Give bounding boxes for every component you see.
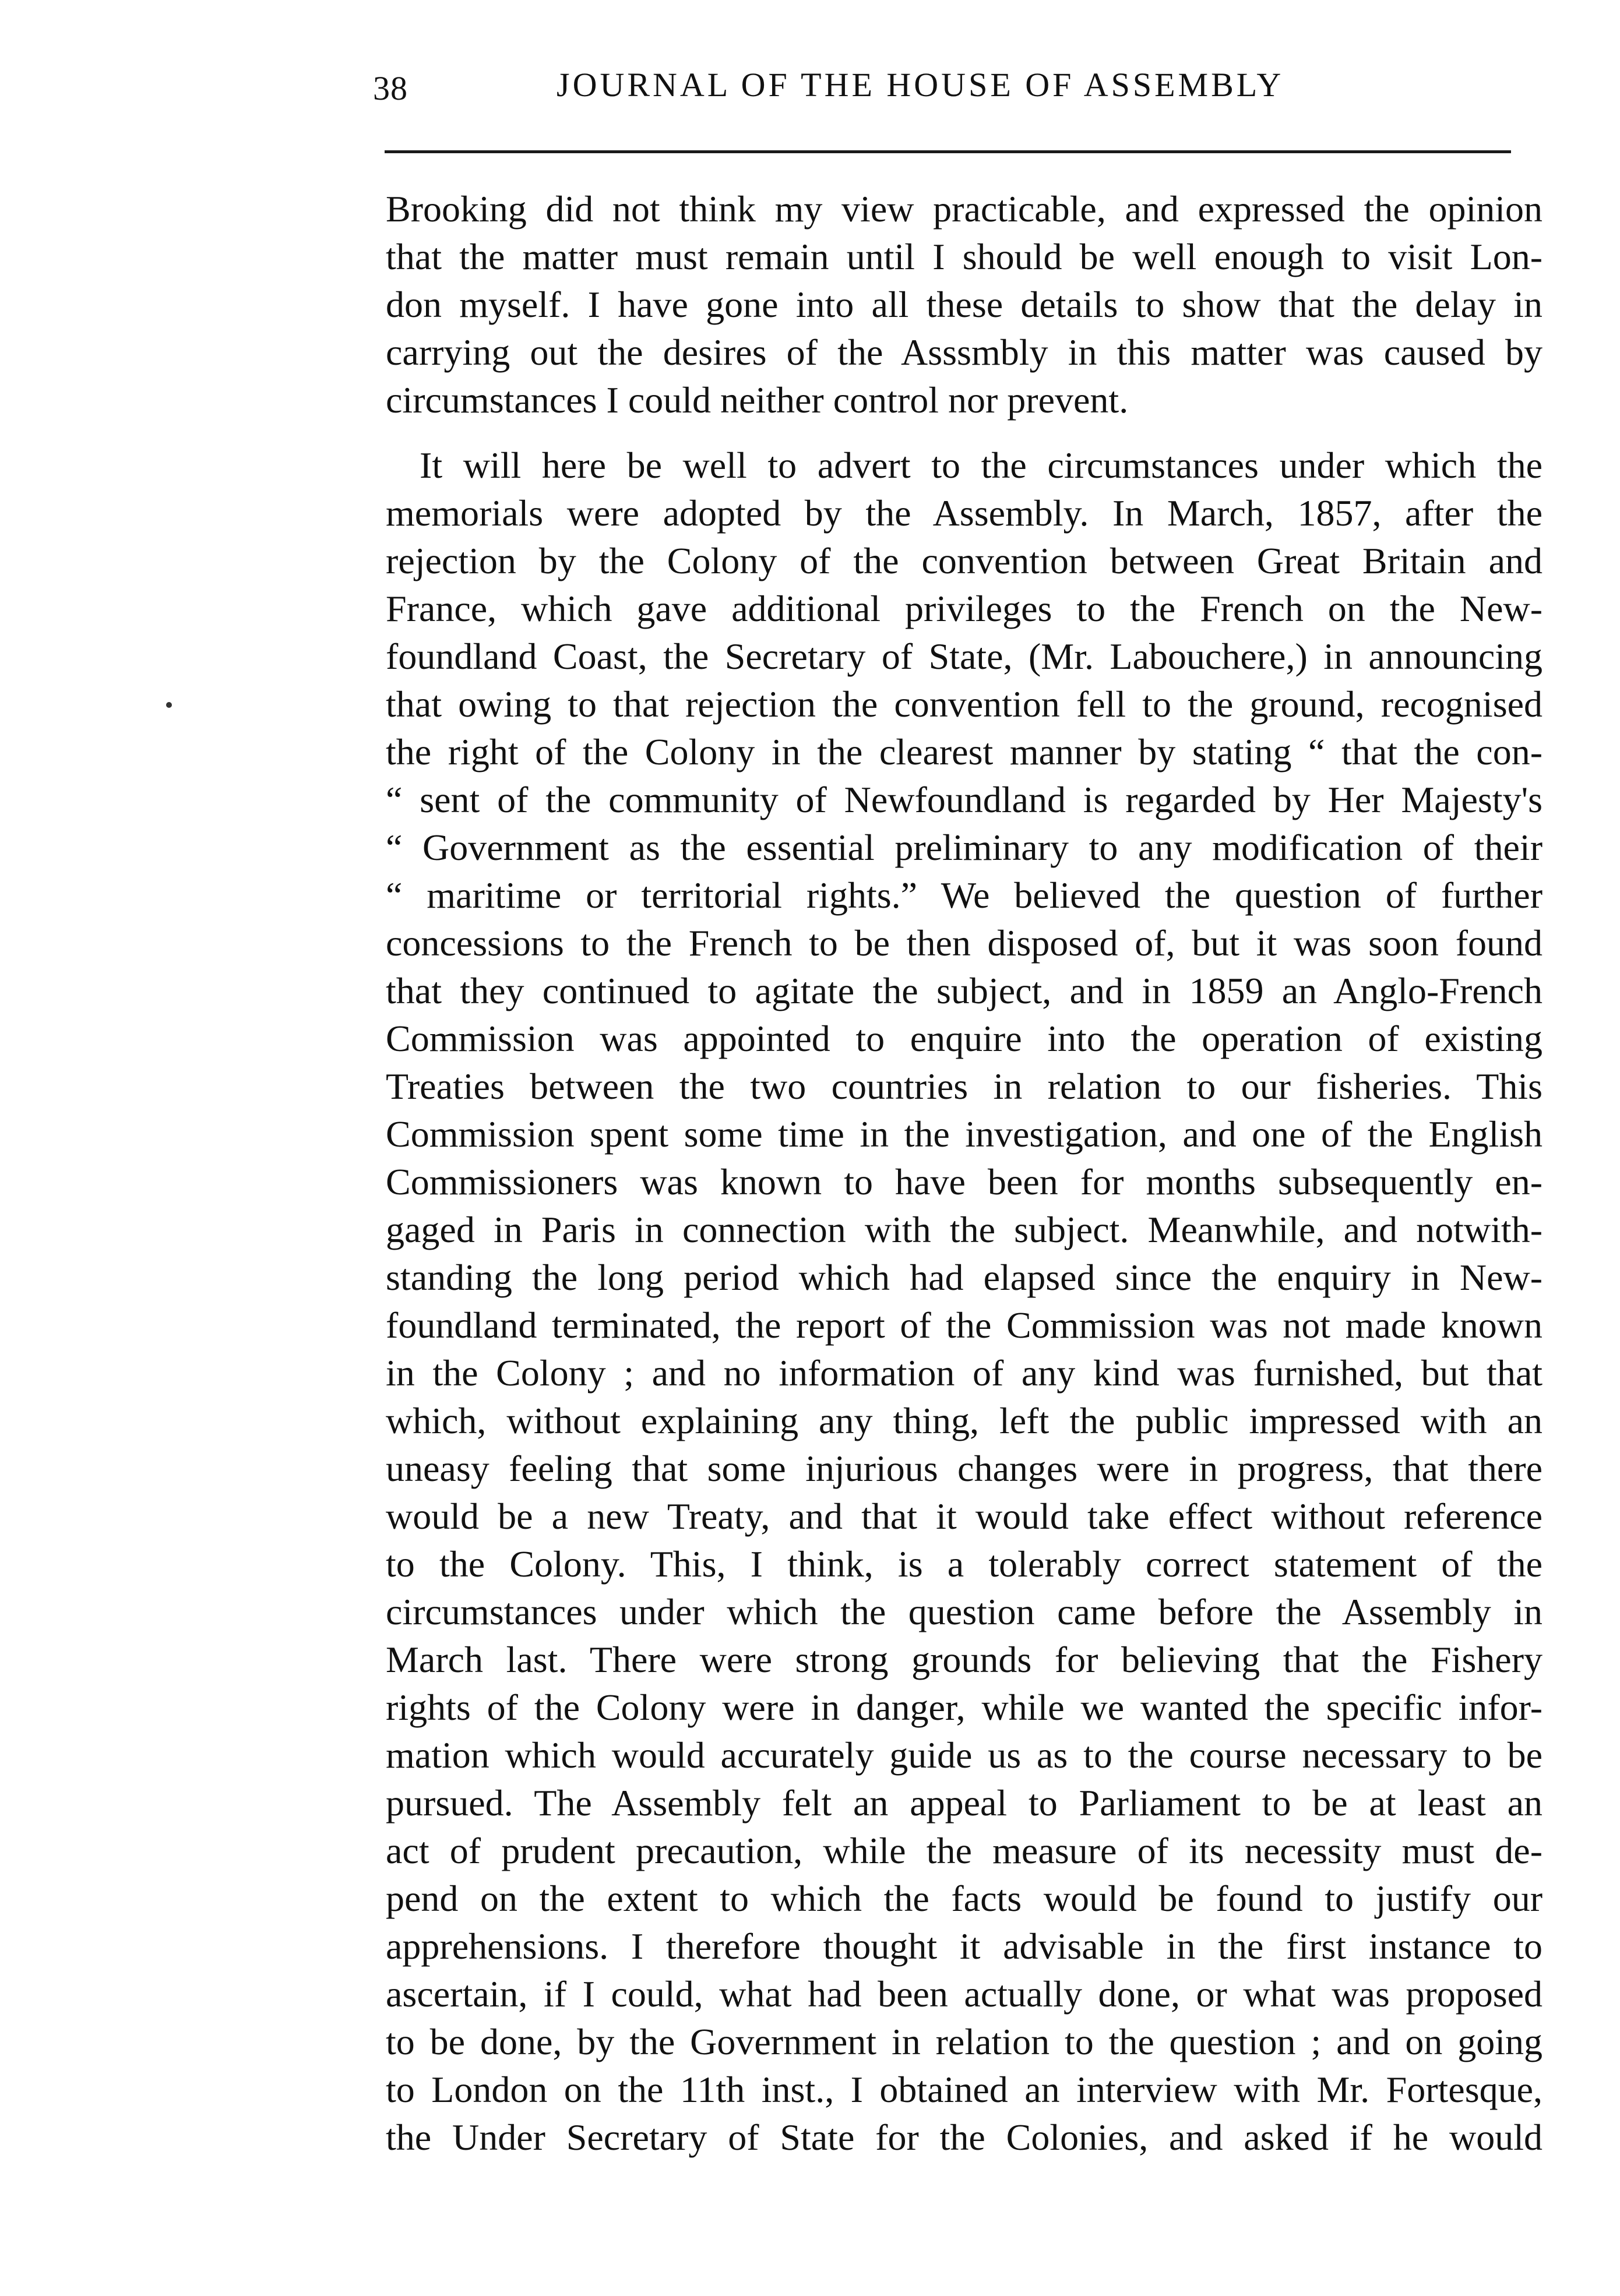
stray-ink-mark — [166, 702, 172, 708]
text-line: that owing to that rejection the convention fell to the ground, recognised — [386, 683, 1542, 725]
text-line: rejection by the Colony of the convention between Great Britain and — [386, 540, 1542, 581]
text-line: carrying out the desires of the Asssmbly in this matter was caused by — [386, 331, 1542, 373]
text-line: concessions to the French to be then disposed of, but it was soon found — [386, 922, 1542, 964]
text-line: foundland Coast, the Secretary of State, (Mr. Labouchere,) in announcing — [386, 636, 1542, 677]
text-line: March last. There were strong grounds for believing that the Fishery — [386, 1639, 1542, 1680]
text-line: circumstances under which the question came before the Assembly in — [386, 1591, 1542, 1632]
text-line: ascertain, if I could, what had been actually done, or what was proposed — [386, 1973, 1542, 2015]
text-line: Commission was appointed to enquire into the operation of existing — [386, 1018, 1542, 1059]
text-line: Commission spent some time in the investigation, and one of the English — [386, 1113, 1542, 1155]
text-line: It will here be well to advert to the circumstances under which the — [420, 445, 1542, 486]
text-line: which, without explaining any thing, left the public impressed with an — [386, 1400, 1542, 1441]
text-line: that the matter must remain until I should be well enough to visit Lon- — [386, 236, 1542, 277]
text-line: Brooking did not think my view practicable, and expressed the opinion — [386, 188, 1542, 230]
body-text — [386, 185, 1542, 2161]
text-line: France, which gave additional privileges to the French on the New- — [386, 588, 1542, 629]
text-line: the Under Secretary of State for the Colonies, and asked if he would — [386, 2117, 1542, 2158]
text-line: that they continued to agitate the subject, and in 1859 an Anglo-French — [386, 970, 1542, 1011]
text-line: “ Government as the essential preliminary to any modification of their — [386, 827, 1542, 868]
text-line: in the Colony ; and no information of any kind was furnished, but that — [386, 1352, 1542, 1394]
text-line: “ maritime or territorial rights.” We believed the question of further — [386, 874, 1542, 916]
text-line: to the Colony. This, I think, is a tolerably correct statement of the — [386, 1543, 1542, 1585]
text-line: uneasy feeling that some injurious changes were in progress, that there — [386, 1448, 1542, 1489]
text-line: pend on the extent to which the facts would be found to justify our — [386, 1878, 1542, 1919]
page-number: 38 — [373, 69, 408, 107]
text-line: rights of the Colony were in danger, while we wanted the specific infor- — [386, 1687, 1542, 1728]
header-rule — [385, 150, 1511, 153]
text-line: mation which would accurately guide us as to the course necessary to be — [386, 1734, 1542, 1776]
text-line: standing the long period which had elapsed since the enquiry in New- — [386, 1257, 1542, 1298]
text-line: the right of the Colony in the clearest manner by stating “ that the con- — [386, 731, 1542, 773]
text-line: foundland terminated, the report of the Commission was not made known — [386, 1304, 1542, 1346]
text-line: act of prudent precaution, while the measure of its necessity must de- — [386, 1830, 1542, 1871]
text-line: apprehensions. I therefore thought it advisable in the first instance to — [386, 1925, 1542, 1967]
text-line: “ sent of the community of Newfoundland is regarded by Her Majesty's — [386, 779, 1542, 820]
text-line: Commissioners was known to have been for months subsequently en- — [386, 1161, 1542, 1202]
text-line: would be a new Treaty, and that it would take effect without reference — [386, 1496, 1542, 1537]
text-line: don myself. I have gone into all these details to show that the delay in — [386, 284, 1542, 325]
text-line: to be done, by the Government in relation to the question ; and on going — [386, 2021, 1542, 2062]
running-title: JOURNAL OF THE HOUSE OF ASSEMBLY — [557, 66, 1284, 104]
text-line: gaged in Paris in connection with the subject. Meanwhile, and notwith- — [386, 1209, 1542, 1250]
text-line: to London on the 11th inst., I obtained an interview with Mr. Fortesque, — [386, 2069, 1542, 2110]
paragraph-1 — [386, 185, 1542, 424]
text-line: Treaties between the two countries in relation to our fisheries. This — [386, 1066, 1542, 1107]
text-line: pursued. The Assembly felt an appeal to Parliament to be at least an — [386, 1782, 1542, 1824]
paragraph-2 — [386, 442, 1542, 2161]
text-line: circumstances I could neither control nor prevent. — [386, 379, 1129, 421]
text-line: memorials were adopted by the Assembly. In March, 1857, after the — [386, 492, 1542, 534]
